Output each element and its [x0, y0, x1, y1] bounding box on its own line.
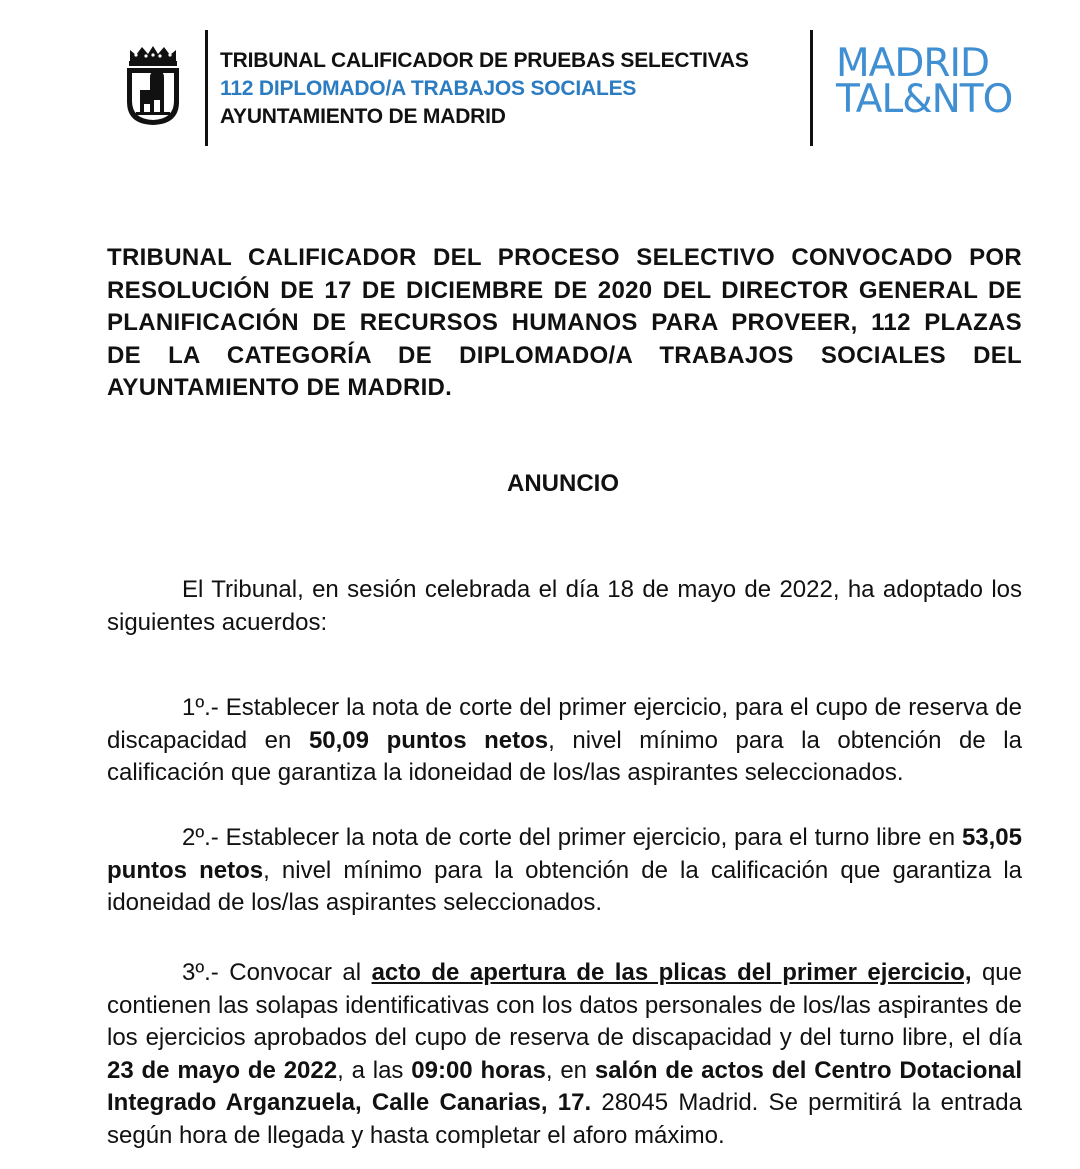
- document-header: [0, 0, 1080, 160]
- acuerdo-3-text-a: 3º.- Convocar al: [182, 959, 372, 986]
- logo-line-2: TAL&NTO: [836, 77, 1013, 122]
- acuerdo-3-place: salón de actos del Centro Dotacional Integrado Arganzuela, Calle Canarias, 17.: [107, 1056, 1023, 1116]
- acuerdo-3-time: 09:00 horas: [411, 1056, 546, 1084]
- acuerdo-1-text-b: , nivel mínimo para la obtención de la calificación que garantiza la idoneidad de los/las aspirantes seleccionados.: [107, 726, 1022, 786]
- header-line-3: AYUNTAMIENTO DE MADRID: [220, 105, 506, 128]
- intro-text: El Tribunal, en sesión celebrada el día 18 de mayo de 2022, ha adoptado los siguientes acuerdos:: [107, 576, 1022, 636]
- acuerdo-3-date: 23 de mayo de 2022: [107, 1056, 338, 1084]
- madrid-talento-logo: [836, 41, 1036, 122]
- title-line-1: TRIBUNAL CALIFICADOR DEL PROCESO SELECTIVO CONVOCADO POR: [107, 244, 1022, 271]
- acuerdo-3-text-e: 28045 Madrid. Se permitirá la entrada según hora de llegada y hasta completar el aforo máximo.: [107, 1089, 1022, 1149]
- title-line-4: DE LA CATEGORÍA DE DIPLOMADO/A TRABAJOS SOCIALES DEL: [107, 341, 1022, 369]
- header-text: [220, 47, 749, 131]
- acuerdo-2-text-a: 2º.- Establecer la nota de corte del primer ejercicio, para el turno libre en: [182, 824, 962, 851]
- intro-paragraph: [107, 574, 1022, 639]
- anuncio-heading: ANUNCIO: [507, 470, 619, 497]
- acuerdo-1-score: 50,09 puntos netos: [308, 726, 549, 754]
- acuerdo-1: [107, 692, 1022, 790]
- acuerdo-3-text-b: que contienen las solapas identificativas con los datos personales de los/las aspirantes de los ejercicios aprobados del cupo de reserva de discapacidad y del turno libre, el día: [107, 959, 1023, 1051]
- title-line-2: RESOLUCIÓN DE 17 DE DICIEMBRE DE 2020 DEL DIRECTOR GENERAL DE: [107, 276, 1022, 304]
- header-line-1: TRIBUNAL CALIFICADOR DE PRUEBAS SELECTIVAS: [220, 49, 749, 72]
- title-line-3: PLANIFICACIÓN DE RECURSOS HUMANOS PARA PROVEER, 112 PLAZAS: [107, 309, 1022, 336]
- acuerdo-3: [107, 957, 1022, 1152]
- header-divider-right: [810, 30, 813, 146]
- acuerdo-3-event: acto de apertura de las plicas del primer ejercicio,: [371, 959, 972, 986]
- logo-line-1: MADRID: [836, 41, 989, 86]
- acuerdo-2-text-b: , nivel mínimo para la obtención de la calificación que garantiza la idoneidad de los/las aspirantes seleccionados.: [107, 856, 1023, 916]
- header-divider-left: [205, 30, 208, 146]
- madrid-crest-icon: [124, 44, 182, 126]
- document-title: [107, 242, 1022, 405]
- acuerdo-3-text-d: , en: [545, 1056, 595, 1084]
- acuerdo-1-text-a: 1º.- Establecer la nota de corte del primer ejercicio, para el cupo de reserva de discapacidad en: [107, 694, 1022, 754]
- acuerdo-2: [107, 822, 1022, 920]
- acuerdo-2-score: 53,05 puntos netos: [107, 824, 1022, 884]
- title-line-5: AYUNTAMIENTO DE MADRID.: [107, 374, 453, 401]
- acuerdo-3-text-c: , a las: [337, 1056, 412, 1084]
- header-line-2: 112 DIPLOMADO/A TRABAJOS SOCIALES: [220, 77, 637, 100]
